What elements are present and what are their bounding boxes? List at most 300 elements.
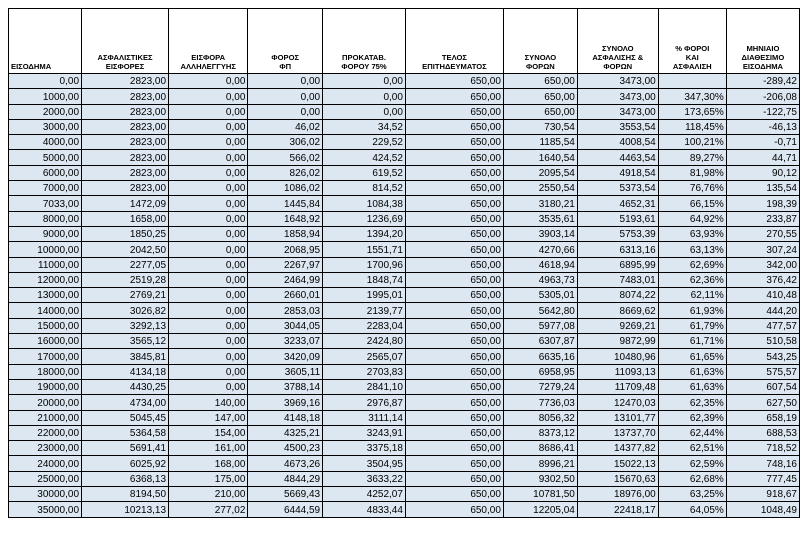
cell-percent: 62,44%: [658, 425, 726, 440]
cell-business-fee: 650,00: [405, 349, 503, 364]
cell-total-taxes: 6307,87: [503, 334, 577, 349]
cell-total-taxes: 4618,94: [503, 257, 577, 272]
cell-total-taxes: 730,54: [503, 119, 577, 134]
cell-monthly-income: -0,71: [726, 135, 799, 150]
cell-total-taxes: 10781,50: [503, 487, 577, 502]
header-percent-taxes-insurance: % ΦΟΡΟΙ ΚΑΙ ΑΣΦΑΛΙΣΗ: [658, 9, 726, 74]
cell-prepayment: 0,00: [323, 74, 406, 89]
cell-prepayment: 1551,71: [323, 242, 406, 257]
cell-income: 20000,00: [9, 395, 82, 410]
table-body: [9, 74, 800, 518]
cell-percent: 61,63%: [658, 364, 726, 379]
cell-solidarity: 0,00: [169, 165, 248, 180]
cell-business-fee: 650,00: [405, 334, 503, 349]
cell-insurance: 2823,00: [82, 165, 169, 180]
cell-total-insurance-taxes: 18976,00: [577, 487, 658, 502]
cell-tax: 3969,16: [248, 395, 323, 410]
cell-percent: 62,68%: [658, 471, 726, 486]
cell-business-fee: 650,00: [405, 242, 503, 257]
cell-insurance: 5364,58: [82, 425, 169, 440]
cell-total-insurance-taxes: 10480,96: [577, 349, 658, 364]
cell-percent: 63,93%: [658, 226, 726, 241]
table-row: [9, 211, 800, 226]
table-row: [9, 502, 800, 517]
cell-prepayment: 1995,01: [323, 288, 406, 303]
cell-total-insurance-taxes: 8074,22: [577, 288, 658, 303]
cell-tax: 2660,01: [248, 288, 323, 303]
cell-business-fee: 650,00: [405, 487, 503, 502]
cell-percent: 62,36%: [658, 272, 726, 287]
cell-percent: 62,39%: [658, 410, 726, 425]
cell-income: 10000,00: [9, 242, 82, 257]
cell-solidarity: 0,00: [169, 89, 248, 104]
cell-total-insurance-taxes: 4918,54: [577, 165, 658, 180]
cell-income: 19000,00: [9, 379, 82, 394]
cell-business-fee: 650,00: [405, 303, 503, 318]
cell-income: 3000,00: [9, 119, 82, 134]
cell-insurance: 8194,50: [82, 487, 169, 502]
cell-percent: 61,79%: [658, 318, 726, 333]
cell-prepayment: 619,52: [323, 165, 406, 180]
cell-prepayment: 2424,80: [323, 334, 406, 349]
table-row: [9, 181, 800, 196]
cell-income: 7000,00: [9, 181, 82, 196]
cell-tax: 4325,21: [248, 425, 323, 440]
cell-business-fee: 650,00: [405, 135, 503, 150]
cell-prepayment: 3111,14: [323, 410, 406, 425]
cell-prepayment: 3243,91: [323, 425, 406, 440]
cell-total-taxes: 3180,21: [503, 196, 577, 211]
cell-percent: 347,30%: [658, 89, 726, 104]
table-row: [9, 288, 800, 303]
cell-total-insurance-taxes: 6895,99: [577, 257, 658, 272]
cell-total-insurance-taxes: 4008,54: [577, 135, 658, 150]
cell-percent: 81,98%: [658, 165, 726, 180]
table-row: [9, 74, 800, 89]
cell-prepayment: 3633,22: [323, 471, 406, 486]
cell-solidarity: 168,00: [169, 456, 248, 471]
table-row: [9, 165, 800, 180]
cell-tax: 3420,09: [248, 349, 323, 364]
cell-total-taxes: 3535,61: [503, 211, 577, 226]
cell-total-taxes: 5305,01: [503, 288, 577, 303]
cell-total-taxes: 7736,03: [503, 395, 577, 410]
cell-total-taxes: 8686,41: [503, 441, 577, 456]
cell-insurance: 2519,28: [82, 272, 169, 287]
cell-business-fee: 650,00: [405, 181, 503, 196]
cell-income: 18000,00: [9, 364, 82, 379]
header-total-taxes: ΣΥΝΟΛΟ ΦΟΡΩΝ: [503, 9, 577, 74]
cell-income: 7033,00: [9, 196, 82, 211]
cell-solidarity: 0,00: [169, 272, 248, 287]
cell-prepayment: 424,52: [323, 150, 406, 165]
cell-total-taxes: 1640,54: [503, 150, 577, 165]
cell-prepayment: 2283,04: [323, 318, 406, 333]
cell-total-insurance-taxes: 13101,77: [577, 410, 658, 425]
cell-total-taxes: 3903,14: [503, 226, 577, 241]
cell-insurance: 2823,00: [82, 89, 169, 104]
cell-insurance: 1658,00: [82, 211, 169, 226]
header-row: [9, 9, 800, 74]
cell-total-taxes: 650,00: [503, 74, 577, 89]
cell-solidarity: 0,00: [169, 211, 248, 226]
cell-total-insurance-taxes: 4652,31: [577, 196, 658, 211]
cell-solidarity: 0,00: [169, 119, 248, 134]
cell-income: 8000,00: [9, 211, 82, 226]
cell-monthly-income: 410,48: [726, 288, 799, 303]
cell-total-insurance-taxes: 5753,39: [577, 226, 658, 241]
table-row: [9, 441, 800, 456]
cell-business-fee: 650,00: [405, 226, 503, 241]
table-row: [9, 196, 800, 211]
cell-income: 25000,00: [9, 471, 82, 486]
header-business-fee: ΤΕΛΟΣ ΕΠΙΤΗΔΕΥΜΑΤΟΣ: [405, 9, 503, 74]
table-row: [9, 364, 800, 379]
cell-prepayment: 4252,07: [323, 487, 406, 502]
cell-percent: 61,93%: [658, 303, 726, 318]
cell-insurance: 3292,13: [82, 318, 169, 333]
cell-total-taxes: 4270,66: [503, 242, 577, 257]
cell-monthly-income: 233,87: [726, 211, 799, 226]
table-row: [9, 456, 800, 471]
table-row: [9, 425, 800, 440]
cell-monthly-income: 575,57: [726, 364, 799, 379]
table-row: [9, 242, 800, 257]
cell-tax: 566,02: [248, 150, 323, 165]
table-row: [9, 135, 800, 150]
cell-insurance: 4734,00: [82, 395, 169, 410]
cell-percent: 63,13%: [658, 242, 726, 257]
table-row: [9, 349, 800, 364]
cell-monthly-income: 543,25: [726, 349, 799, 364]
cell-business-fee: 650,00: [405, 441, 503, 456]
cell-insurance: 2277,05: [82, 257, 169, 272]
cell-insurance: 2823,00: [82, 135, 169, 150]
cell-monthly-income: 477,57: [726, 318, 799, 333]
cell-tax: 306,02: [248, 135, 323, 150]
cell-percent: 66,15%: [658, 196, 726, 211]
cell-percent: 76,76%: [658, 181, 726, 196]
cell-total-taxes: 6635,16: [503, 349, 577, 364]
cell-business-fee: 650,00: [405, 379, 503, 394]
cell-total-insurance-taxes: 15670,63: [577, 471, 658, 486]
cell-percent: 173,65%: [658, 104, 726, 119]
cell-percent: 64,92%: [658, 211, 726, 226]
cell-total-taxes: 8996,21: [503, 456, 577, 471]
cell-business-fee: 650,00: [405, 196, 503, 211]
cell-monthly-income: 658,19: [726, 410, 799, 425]
cell-total-insurance-taxes: 6313,16: [577, 242, 658, 257]
cell-solidarity: 0,00: [169, 242, 248, 257]
cell-prepayment: 3375,18: [323, 441, 406, 456]
cell-percent: 89,27%: [658, 150, 726, 165]
cell-business-fee: 650,00: [405, 364, 503, 379]
cell-monthly-income: 777,45: [726, 471, 799, 486]
cell-solidarity: 0,00: [169, 135, 248, 150]
cell-business-fee: 650,00: [405, 150, 503, 165]
cell-total-taxes: 4963,73: [503, 272, 577, 287]
cell-insurance: 3026,82: [82, 303, 169, 318]
cell-insurance: 2823,00: [82, 74, 169, 89]
cell-monthly-income: 718,52: [726, 441, 799, 456]
table-row: [9, 303, 800, 318]
cell-percent: [658, 74, 726, 89]
cell-total-insurance-taxes: 15022,13: [577, 456, 658, 471]
cell-income: 35000,00: [9, 502, 82, 517]
cell-solidarity: 0,00: [169, 257, 248, 272]
cell-income: 22000,00: [9, 425, 82, 440]
cell-solidarity: 0,00: [169, 181, 248, 196]
cell-income: 11000,00: [9, 257, 82, 272]
cell-percent: 62,35%: [658, 395, 726, 410]
cell-total-insurance-taxes: 13737,70: [577, 425, 658, 440]
cell-percent: 62,11%: [658, 288, 726, 303]
cell-business-fee: 650,00: [405, 395, 503, 410]
cell-total-insurance-taxes: 22418,17: [577, 502, 658, 517]
cell-total-insurance-taxes: 3473,00: [577, 89, 658, 104]
cell-solidarity: 0,00: [169, 74, 248, 89]
cell-total-insurance-taxes: 3473,00: [577, 104, 658, 119]
cell-insurance: 2823,00: [82, 104, 169, 119]
cell-prepayment: 2139,77: [323, 303, 406, 318]
cell-prepayment: 1236,69: [323, 211, 406, 226]
cell-prepayment: 2976,87: [323, 395, 406, 410]
cell-business-fee: 650,00: [405, 318, 503, 333]
cell-business-fee: 650,00: [405, 165, 503, 180]
cell-solidarity: 0,00: [169, 196, 248, 211]
cell-prepayment: 2841,10: [323, 379, 406, 394]
cell-prepayment: 4833,44: [323, 502, 406, 517]
cell-prepayment: 2703,83: [323, 364, 406, 379]
cell-business-fee: 650,00: [405, 425, 503, 440]
cell-monthly-income: -46,13: [726, 119, 799, 134]
cell-income: 0,00: [9, 74, 82, 89]
cell-percent: 63,25%: [658, 487, 726, 502]
cell-tax: 0,00: [248, 104, 323, 119]
cell-income: 16000,00: [9, 334, 82, 349]
cell-solidarity: 161,00: [169, 441, 248, 456]
cell-percent: 62,69%: [658, 257, 726, 272]
header-monthly-disposable-income: ΜΗΝΙΑΙΟ ΔΙΑΘΕΣΙΜΟ ΕΙΣΟΔΗΜΑ: [726, 9, 799, 74]
cell-monthly-income: 918,67: [726, 487, 799, 502]
cell-tax: 2464,99: [248, 272, 323, 287]
cell-insurance: 3845,81: [82, 349, 169, 364]
cell-insurance: 2823,00: [82, 150, 169, 165]
cell-monthly-income: 688,53: [726, 425, 799, 440]
cell-insurance: 6368,13: [82, 471, 169, 486]
cell-total-taxes: 5977,08: [503, 318, 577, 333]
cell-total-insurance-taxes: 11709,48: [577, 379, 658, 394]
cell-tax: 0,00: [248, 74, 323, 89]
cell-total-taxes: 5642,80: [503, 303, 577, 318]
cell-business-fee: 650,00: [405, 288, 503, 303]
cell-monthly-income: 307,24: [726, 242, 799, 257]
header-total-insurance-and-taxes: ΣΥΝΟΛΟ ΑΣΦΑΛΙΣΗΣ & ΦΟΡΩΝ: [577, 9, 658, 74]
cell-prepayment: 3504,95: [323, 456, 406, 471]
table-row: [9, 410, 800, 425]
cell-percent: 61,71%: [658, 334, 726, 349]
cell-total-insurance-taxes: 8669,62: [577, 303, 658, 318]
cell-solidarity: 277,02: [169, 502, 248, 517]
cell-business-fee: 650,00: [405, 119, 503, 134]
cell-total-taxes: 650,00: [503, 89, 577, 104]
header-income-tax: ΦΟΡΟΣ ΦΠ: [248, 9, 323, 74]
cell-monthly-income: 135,54: [726, 181, 799, 196]
cell-total-taxes: 9302,50: [503, 471, 577, 486]
cell-income: 30000,00: [9, 487, 82, 502]
cell-tax: 1858,94: [248, 226, 323, 241]
cell-tax: 2267,97: [248, 257, 323, 272]
table-row: [9, 104, 800, 119]
cell-business-fee: 650,00: [405, 104, 503, 119]
cell-prepayment: 0,00: [323, 104, 406, 119]
cell-tax: 5669,43: [248, 487, 323, 502]
cell-business-fee: 650,00: [405, 410, 503, 425]
table-row: [9, 471, 800, 486]
cell-insurance: 4134,18: [82, 364, 169, 379]
cell-tax: 4148,18: [248, 410, 323, 425]
cell-total-insurance-taxes: 14377,82: [577, 441, 658, 456]
cell-monthly-income: 376,42: [726, 272, 799, 287]
cell-prepayment: 2565,07: [323, 349, 406, 364]
cell-solidarity: 0,00: [169, 104, 248, 119]
table-row: [9, 379, 800, 394]
cell-income: 23000,00: [9, 441, 82, 456]
cell-income: 13000,00: [9, 288, 82, 303]
cell-monthly-income: 627,50: [726, 395, 799, 410]
cell-monthly-income: 607,54: [726, 379, 799, 394]
cell-prepayment: 0,00: [323, 89, 406, 104]
cell-total-insurance-taxes: 5373,54: [577, 181, 658, 196]
cell-insurance: 2823,00: [82, 181, 169, 196]
cell-monthly-income: 748,16: [726, 456, 799, 471]
cell-solidarity: 0,00: [169, 303, 248, 318]
cell-prepayment: 229,52: [323, 135, 406, 150]
cell-monthly-income: 1048,49: [726, 502, 799, 517]
cell-tax: 0,00: [248, 89, 323, 104]
cell-solidarity: 154,00: [169, 425, 248, 440]
cell-percent: 61,63%: [658, 379, 726, 394]
cell-prepayment: 34,52: [323, 119, 406, 134]
cell-solidarity: 0,00: [169, 288, 248, 303]
cell-income: 6000,00: [9, 165, 82, 180]
cell-prepayment: 1700,96: [323, 257, 406, 272]
cell-percent: 118,45%: [658, 119, 726, 134]
cell-income: 24000,00: [9, 456, 82, 471]
table-row: [9, 89, 800, 104]
cell-insurance: 3565,12: [82, 334, 169, 349]
cell-tax: 1445,84: [248, 196, 323, 211]
table-row: [9, 272, 800, 287]
cell-business-fee: 650,00: [405, 456, 503, 471]
cell-monthly-income: 510,58: [726, 334, 799, 349]
cell-prepayment: 1084,38: [323, 196, 406, 211]
cell-monthly-income: -289,42: [726, 74, 799, 89]
cell-monthly-income: 270,55: [726, 226, 799, 241]
cell-solidarity: 0,00: [169, 379, 248, 394]
cell-tax: 2068,95: [248, 242, 323, 257]
cell-tax: 6444,59: [248, 502, 323, 517]
table-row: [9, 395, 800, 410]
cell-income: 2000,00: [9, 104, 82, 119]
cell-solidarity: 175,00: [169, 471, 248, 486]
cell-total-insurance-taxes: 9872,99: [577, 334, 658, 349]
cell-tax: 3605,11: [248, 364, 323, 379]
cell-solidarity: 140,00: [169, 395, 248, 410]
cell-tax: 4500,23: [248, 441, 323, 456]
cell-insurance: 4430,25: [82, 379, 169, 394]
cell-tax: 3044,05: [248, 318, 323, 333]
cell-business-fee: 650,00: [405, 211, 503, 226]
cell-total-insurance-taxes: 11093,13: [577, 364, 658, 379]
cell-income: 15000,00: [9, 318, 82, 333]
cell-tax: 1086,02: [248, 181, 323, 196]
cell-solidarity: 0,00: [169, 349, 248, 364]
cell-total-insurance-taxes: 3473,00: [577, 74, 658, 89]
cell-total-insurance-taxes: 9269,21: [577, 318, 658, 333]
cell-prepayment: 814,52: [323, 181, 406, 196]
cell-income: 1000,00: [9, 89, 82, 104]
cell-total-insurance-taxes: 12470,03: [577, 395, 658, 410]
cell-total-taxes: 1185,54: [503, 135, 577, 150]
cell-prepayment: 1394,20: [323, 226, 406, 241]
cell-total-taxes: 2095,54: [503, 165, 577, 180]
cell-monthly-income: 444,20: [726, 303, 799, 318]
cell-percent: 64,05%: [658, 502, 726, 517]
cell-solidarity: 210,00: [169, 487, 248, 502]
cell-monthly-income: 342,00: [726, 257, 799, 272]
cell-total-taxes: 8373,12: [503, 425, 577, 440]
cell-tax: 2853,03: [248, 303, 323, 318]
table-row: [9, 119, 800, 134]
cell-insurance: 2042,50: [82, 242, 169, 257]
table-row: [9, 257, 800, 272]
cell-solidarity: 0,00: [169, 364, 248, 379]
table-row: [9, 318, 800, 333]
cell-solidarity: 0,00: [169, 318, 248, 333]
cell-total-taxes: 6958,95: [503, 364, 577, 379]
cell-percent: 62,59%: [658, 456, 726, 471]
cell-business-fee: 650,00: [405, 471, 503, 486]
cell-insurance: 2823,00: [82, 119, 169, 134]
cell-solidarity: 147,00: [169, 410, 248, 425]
cell-tax: 3233,07: [248, 334, 323, 349]
header-tax-prepayment: ΠΡΟΚΑΤΑΒ. ΦΟΡΟΥ 75%: [323, 9, 406, 74]
cell-total-insurance-taxes: 5193,61: [577, 211, 658, 226]
cell-business-fee: 650,00: [405, 272, 503, 287]
cell-solidarity: 0,00: [169, 226, 248, 241]
cell-business-fee: 650,00: [405, 89, 503, 104]
cell-tax: 4673,26: [248, 456, 323, 471]
cell-total-taxes: 2550,54: [503, 181, 577, 196]
header-insurance-contributions: ΑΣΦΑΛΙΣΤΙΚΕΣ ΕΙΣΦΟΡΕΣ: [82, 9, 169, 74]
cell-income: 4000,00: [9, 135, 82, 150]
cell-insurance: 1472,09: [82, 196, 169, 211]
cell-income: 17000,00: [9, 349, 82, 364]
header-income: ΕΙΣΟΔΗΜΑ: [9, 9, 82, 74]
cell-insurance: 5045,45: [82, 410, 169, 425]
cell-solidarity: 0,00: [169, 150, 248, 165]
cell-tax: 3788,14: [248, 379, 323, 394]
cell-business-fee: 650,00: [405, 74, 503, 89]
cell-tax: 826,02: [248, 165, 323, 180]
header-solidarity-contribution: ΕΙΣΦΟΡΑ ΑΛΛΗΛΕΓΓΥΗΣ: [169, 9, 248, 74]
cell-income: 5000,00: [9, 150, 82, 165]
income-tax-table: [8, 8, 800, 518]
cell-monthly-income: 90,12: [726, 165, 799, 180]
cell-insurance: 1850,25: [82, 226, 169, 241]
cell-tax: 46,02: [248, 119, 323, 134]
